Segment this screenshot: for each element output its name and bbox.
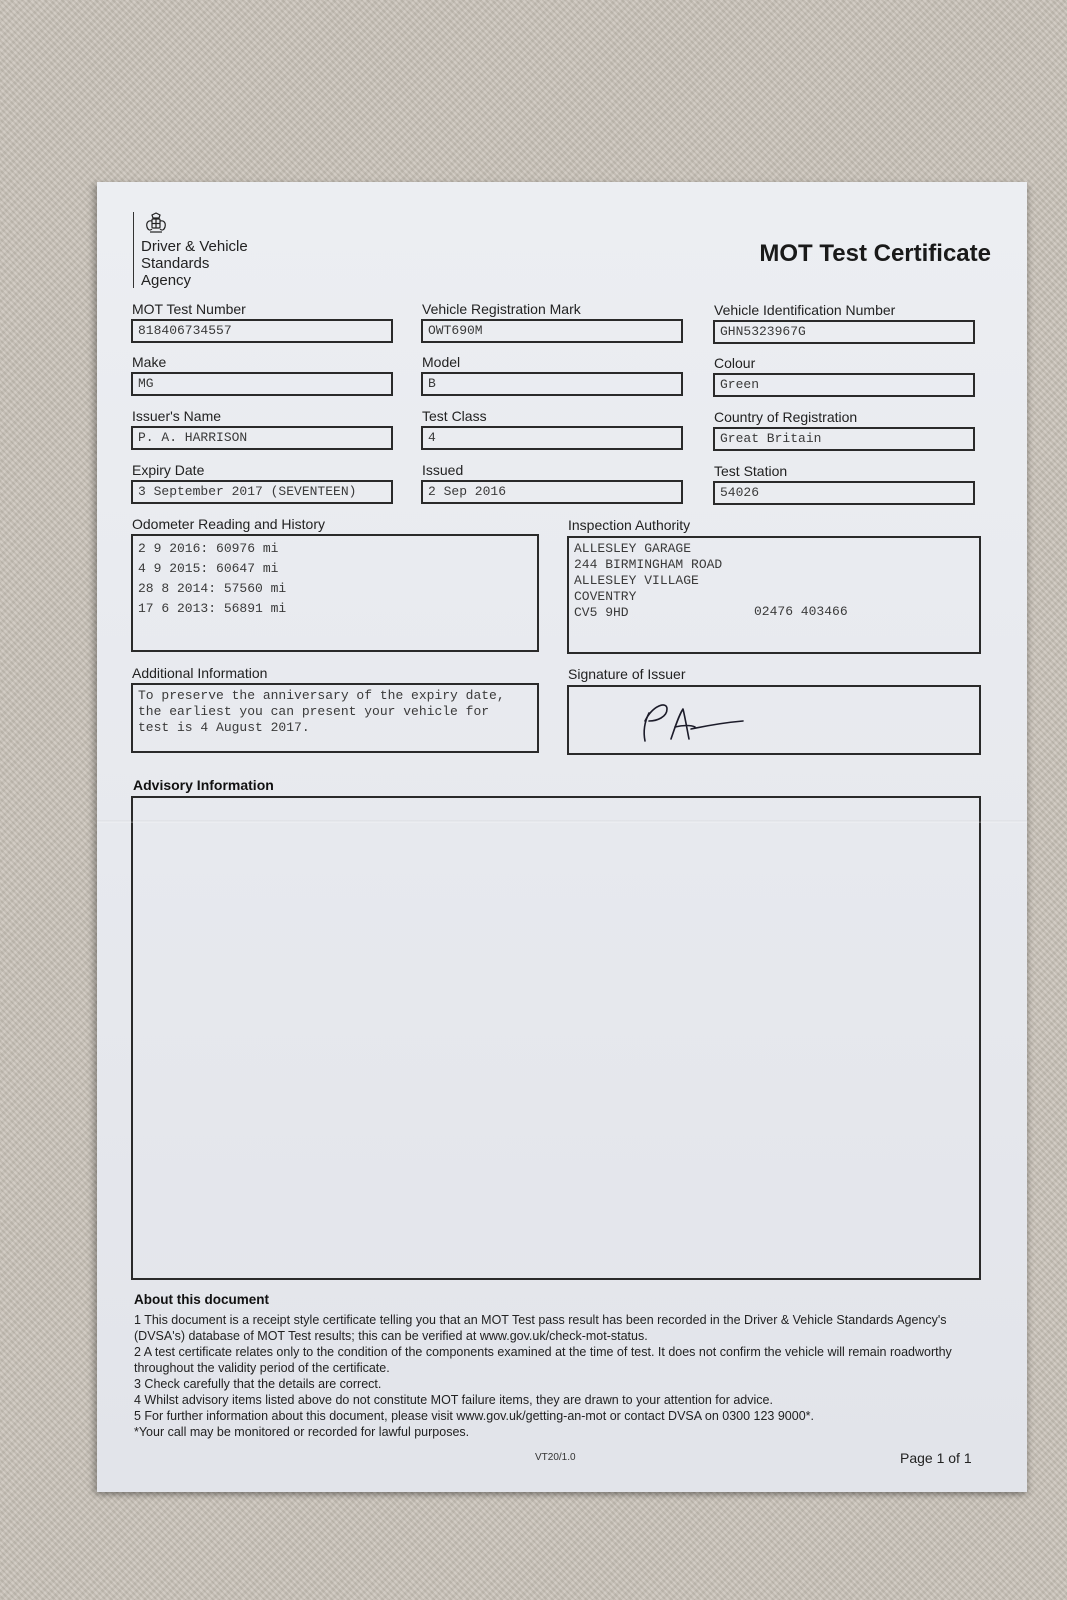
test-class-label: Test Class — [422, 408, 487, 424]
address-line: COVENTRY — [574, 589, 637, 604]
form-code: VT20/1.0 — [535, 1452, 576, 1463]
registration-mark-label: Vehicle Registration Mark — [422, 301, 581, 317]
certificate-sheet — [97, 182, 1027, 1492]
country-label: Country of Registration — [714, 409, 858, 425]
mot-test-number-label: MOT Test Number — [132, 301, 246, 317]
address-line: ALLESLEY VILLAGE — [574, 573, 699, 588]
test-station-field — [713, 481, 975, 505]
handwritten-signature — [639, 691, 749, 747]
advisory-label: Advisory Information — [133, 777, 274, 793]
odometer-entry: 4 9 2015: 60647 mi — [138, 561, 279, 576]
signature-label: Signature of Issuer — [568, 666, 686, 682]
test-station-value: 54026 — [720, 485, 760, 500]
about-title: About this document — [134, 1292, 269, 1307]
signature-box — [567, 685, 981, 755]
make-field — [131, 372, 393, 396]
mot-test-number-field — [131, 319, 393, 343]
issued-field — [421, 480, 683, 504]
registration-mark-field — [421, 319, 683, 343]
address-line: 244 BIRMINGHAM ROAD — [574, 557, 723, 572]
issuers-name-label: Issuer's Name — [132, 408, 222, 424]
dvsa-logo — [133, 212, 271, 288]
expiry-date-field — [131, 480, 393, 504]
colour-value: Green — [720, 377, 760, 392]
advisory-box — [131, 796, 981, 1280]
inspection-authority-box — [567, 536, 981, 654]
registration-mark-value: OWT690M — [428, 323, 483, 338]
issued-label: Issued — [422, 462, 464, 478]
about-item: 3 Check carefully that the details are correct. — [134, 1377, 382, 1391]
about-item: 1 This document is a receipt style certificate telling you that an MOT Test pass result has been recorded in the Driver & Vehicle Standards Agency's (DVSA's) database of MOT Test results; this can be verified at www.gov.uk/check-mot-status. — [134, 1313, 947, 1343]
agency-name: Driver & Vehicle Standards Agency — [141, 238, 248, 289]
about-list — [134, 1312, 994, 1440]
phone-number: 02476 403466 — [754, 604, 848, 619]
about-item: 2 A test certificate relates only to the condition of the components examined at the time of test. It does not confirm the vehicle will remain roadworthy throughout the validity period of the certificate. — [134, 1345, 952, 1375]
vin-value: GHN5323967G — [720, 324, 806, 339]
about-item: *Your call may be monitored or recorded for lawful purposes. — [134, 1425, 470, 1439]
test-class-value: 4 — [428, 430, 436, 445]
odometer-entry: 2 9 2016: 60976 mi — [138, 541, 279, 556]
country-value: Great Britain — [720, 431, 822, 446]
page-number: Page 1 of 1 — [900, 1450, 972, 1466]
expiry-date-value: 3 September 2017 (SEVENTEEN) — [138, 484, 357, 499]
address-line: CV5 9HD — [574, 605, 629, 620]
additional-info-box — [131, 683, 539, 753]
colour-label: Colour — [714, 355, 756, 371]
address-line: ALLESLEY GARAGE — [574, 541, 692, 556]
about-item: 5 For further information about this document, please visit www.gov.uk/getting-an-mot or contact DVSA on 0300 123 9000*. — [134, 1409, 815, 1423]
odometer-label: Odometer Reading and History — [132, 516, 325, 532]
test-class-field — [421, 426, 683, 450]
issuers-name-value: P. A. HARRISON — [138, 430, 248, 445]
royal-crest-icon — [141, 212, 171, 236]
expiry-date-label: Expiry Date — [132, 462, 205, 478]
model-value: B — [428, 376, 436, 391]
issued-value: 2 Sep 2016 — [428, 484, 507, 499]
about-item: 4 Whilst advisory items listed above do not constitute MOT failure items, they are drawn to your attention for advice. — [134, 1393, 773, 1407]
make-label: Make — [132, 354, 167, 370]
country-field — [713, 427, 975, 451]
model-field — [421, 372, 683, 396]
vin-field — [713, 320, 975, 344]
mot-test-number-value: 818406734557 — [138, 323, 232, 338]
additional-info-label: Additional Information — [132, 665, 268, 681]
make-value: MG — [138, 376, 154, 391]
model-label: Model — [422, 354, 461, 370]
test-station-label: Test Station — [714, 463, 788, 479]
document-title: MOT Test Certificate — [759, 240, 991, 267]
additional-info-text: To preserve the anniversary of the expiry date, the earliest you can present your vehicle for test is 4 August 2017. — [138, 688, 505, 735]
odometer-entry: 17 6 2013: 56891 mi — [138, 601, 287, 616]
inspection-authority-label: Inspection Authority — [568, 517, 691, 533]
odometer-entry: 28 8 2014: 57560 mi — [138, 581, 287, 596]
colour-field — [713, 373, 975, 397]
vin-label: Vehicle Identification Number — [714, 302, 896, 318]
issuers-name-field — [131, 426, 393, 450]
odometer-box — [131, 534, 539, 652]
